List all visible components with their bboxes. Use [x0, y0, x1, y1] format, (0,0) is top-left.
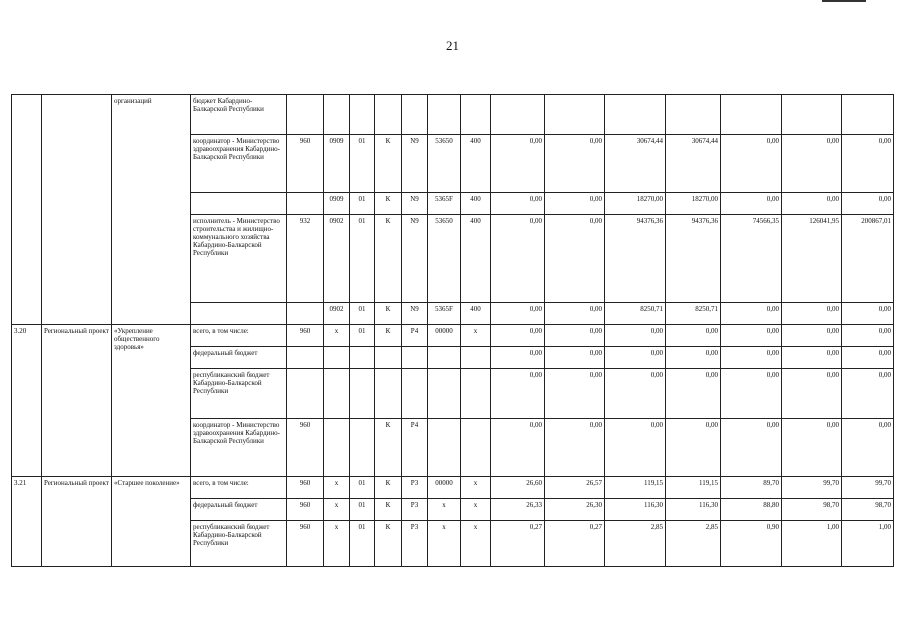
cell-gp: 01 [350, 135, 375, 193]
cell-value: 94376,36 [666, 215, 721, 303]
cell-grbs: 960 [287, 521, 324, 567]
cell-grbs: 960 [287, 477, 324, 499]
cell-grbs [287, 347, 324, 369]
cell-value: 0,00 [666, 369, 721, 419]
cell-rz: 0902 [324, 215, 350, 303]
cell-value: 26,33 [491, 499, 545, 521]
cell-source: всего, в том числе: [191, 477, 287, 499]
cell-value [842, 95, 894, 135]
cell-value: 200867,01 [842, 215, 894, 303]
cell-gp [350, 369, 375, 419]
cell-value: 0,00 [842, 419, 894, 477]
cell-value: 0,00 [545, 419, 605, 477]
cell-value: 0,00 [491, 135, 545, 193]
cell-value: 0,00 [782, 135, 842, 193]
cell-grbs: 960 [287, 499, 324, 521]
cell-grbs: 932 [287, 215, 324, 303]
cell-value [782, 95, 842, 135]
cell-rz: 0909 [324, 193, 350, 215]
cell-rz: 0909 [324, 135, 350, 193]
cell-vr: х [461, 325, 491, 347]
table-row [12, 95, 894, 135]
cell-rz [324, 419, 350, 477]
cell-vr [461, 95, 491, 135]
cell-value: 88,80 [721, 499, 782, 521]
cell-source: республиканский бюджет Кабардино-Балкарской Республики [191, 521, 287, 567]
cell-value: 26,60 [491, 477, 545, 499]
cell-value: 74566,35 [721, 215, 782, 303]
cell-value: 119,15 [666, 477, 721, 499]
cell-value: 26,30 [545, 499, 605, 521]
cell-source: федеральный бюджет [191, 347, 287, 369]
cell-vr: 400 [461, 135, 491, 193]
cell-value: 89,70 [721, 477, 782, 499]
cell-source: исполнитель - Министерство строительства и жилищно-коммунального хозяйства Кабардино-Балкарской Республики [191, 215, 287, 303]
cell-gp: 01 [350, 499, 375, 521]
cell-rz [324, 347, 350, 369]
cell-code [428, 347, 461, 369]
cell-gp: 01 [350, 477, 375, 499]
cell-vr: 400 [461, 303, 491, 325]
cell-value: 1,00 [782, 521, 842, 567]
cell-rz: х [324, 477, 350, 499]
cell-gp [350, 419, 375, 477]
cell-code: 53650 [428, 135, 461, 193]
cell-value: 0,00 [491, 419, 545, 477]
cell-gp: 01 [350, 303, 375, 325]
cell-value: 0,00 [782, 193, 842, 215]
cell-name: организаций [112, 95, 191, 325]
cell-value: 0,00 [842, 135, 894, 193]
cell-value: 0,00 [721, 135, 782, 193]
cell-om: Р3 [402, 499, 428, 521]
cell-type [42, 95, 112, 325]
cell-om: Р3 [402, 477, 428, 499]
cell-pgp: К [375, 135, 402, 193]
cell-value: 0,00 [666, 347, 721, 369]
budget-table [11, 94, 894, 567]
cell-om: N9 [402, 193, 428, 215]
cell-value: 0,00 [605, 369, 666, 419]
cell-number: 3.20 [12, 325, 42, 477]
cell-om: N9 [402, 135, 428, 193]
cell-value: 0,90 [721, 521, 782, 567]
cell-value: 30674,44 [666, 135, 721, 193]
cell-code [428, 419, 461, 477]
cell-grbs: 960 [287, 419, 324, 477]
cell-gp [350, 347, 375, 369]
cell-gp [350, 95, 375, 135]
cell-source [191, 303, 287, 325]
cell-grbs [287, 193, 324, 215]
cell-vr [461, 419, 491, 477]
cell-code: 00000 [428, 477, 461, 499]
cell-value: 0,00 [545, 325, 605, 347]
cell-value: 0,00 [545, 215, 605, 303]
cell-source: всего, в том числе: [191, 325, 287, 347]
cell-pgp: К [375, 325, 402, 347]
cell-gp: 01 [350, 193, 375, 215]
cell-om: N9 [402, 215, 428, 303]
cell-value: 116,30 [605, 499, 666, 521]
cell-value: 0,00 [545, 369, 605, 419]
cell-value: 98,70 [782, 499, 842, 521]
cell-pgp [375, 95, 402, 135]
cell-source: координатор - Министерство здравоохранения Кабардино-Балкарской Республики [191, 419, 287, 477]
cell-type: Региональный проект [42, 325, 112, 477]
cell-om [402, 347, 428, 369]
cell-rz [324, 369, 350, 419]
cell-value: 0,00 [545, 303, 605, 325]
cell-pgp [375, 369, 402, 419]
cell-value: 0,00 [721, 347, 782, 369]
cell-value [666, 95, 721, 135]
cell-value: 0,00 [605, 419, 666, 477]
cell-code [428, 369, 461, 419]
cell-code: 00000 [428, 325, 461, 347]
cell-value: 0,00 [491, 193, 545, 215]
cell-rz: х [324, 499, 350, 521]
cell-value: 0,00 [491, 215, 545, 303]
table-row [12, 325, 894, 347]
cell-number: 3.21 [12, 477, 42, 567]
cell-value: 0,00 [721, 325, 782, 347]
cell-value: 0,00 [491, 325, 545, 347]
cell-value: 0,00 [842, 325, 894, 347]
cell-code: х [428, 499, 461, 521]
cell-code [428, 95, 461, 135]
cell-pgp: К [375, 193, 402, 215]
cell-value: 0,00 [721, 369, 782, 419]
cell-value: 99,70 [842, 477, 894, 499]
page-number: 21 [446, 38, 459, 53]
cell-value: 30674,44 [605, 135, 666, 193]
cell-value: 18270,00 [605, 193, 666, 215]
cell-vr: х [461, 521, 491, 567]
cell-value: 94376,36 [605, 215, 666, 303]
cell-rz: 0902 [324, 303, 350, 325]
table-row [12, 477, 894, 499]
cell-value: 0,27 [491, 521, 545, 567]
cell-value: 0,00 [842, 193, 894, 215]
cell-number [12, 95, 42, 325]
cell-code: 5365F [428, 193, 461, 215]
cell-code: х [428, 521, 461, 567]
cell-value: 0,00 [842, 303, 894, 325]
cell-value [545, 95, 605, 135]
cell-source: бюджет Кабардино-Балкарской Республики [191, 95, 287, 135]
cell-value: 0,00 [605, 347, 666, 369]
cell-value [721, 95, 782, 135]
cell-pgp: К [375, 419, 402, 477]
cell-source [191, 193, 287, 215]
cell-om: Р4 [402, 419, 428, 477]
cell-value: 0,00 [721, 303, 782, 325]
cell-value: 1,00 [842, 521, 894, 567]
cell-value: 98,70 [842, 499, 894, 521]
cell-value: 0,00 [842, 369, 894, 419]
cell-source: федеральный бюджет [191, 499, 287, 521]
cell-pgp: К [375, 521, 402, 567]
cell-value: 0,00 [545, 347, 605, 369]
cell-vr [461, 369, 491, 419]
cell-value: 0,00 [782, 347, 842, 369]
cell-vr [461, 347, 491, 369]
cell-code: 5365F [428, 303, 461, 325]
cell-value: 0,00 [545, 193, 605, 215]
cell-value [605, 95, 666, 135]
cell-gp: 01 [350, 521, 375, 567]
cell-value: 18270,00 [666, 193, 721, 215]
cell-value: 116,30 [666, 499, 721, 521]
cell-source: республиканский бюджет Кабардино-Балкарской Республики [191, 369, 287, 419]
top-edge-mark [822, 0, 866, 2]
cell-value: 0,00 [491, 347, 545, 369]
cell-value: 99,70 [782, 477, 842, 499]
cell-grbs [287, 369, 324, 419]
cell-code: 53650 [428, 215, 461, 303]
cell-vr: х [461, 499, 491, 521]
cell-value: 0,00 [545, 135, 605, 193]
cell-value: 0,00 [666, 419, 721, 477]
cell-value: 2,85 [605, 521, 666, 567]
cell-value: 2,85 [666, 521, 721, 567]
cell-om [402, 95, 428, 135]
cell-pgp: К [375, 303, 402, 325]
cell-value: 8250,71 [605, 303, 666, 325]
cell-om: Р4 [402, 325, 428, 347]
cell-value: 0,00 [842, 347, 894, 369]
cell-value: 0,00 [782, 419, 842, 477]
cell-value: 126041,95 [782, 215, 842, 303]
cell-om: N9 [402, 303, 428, 325]
cell-value: 0,00 [721, 193, 782, 215]
cell-om: Р3 [402, 521, 428, 567]
cell-vr: х [461, 477, 491, 499]
cell-value: 0,00 [491, 303, 545, 325]
cell-pgp [375, 347, 402, 369]
cell-name: «Укрепление общественного здоровья» [112, 325, 191, 477]
cell-grbs: 960 [287, 135, 324, 193]
cell-value: 8250,71 [666, 303, 721, 325]
cell-value: 0,00 [782, 369, 842, 419]
cell-name: «Старшее поколение» [112, 477, 191, 567]
cell-om [402, 369, 428, 419]
cell-grbs [287, 95, 324, 135]
cell-value: 0,00 [666, 325, 721, 347]
cell-pgp: К [375, 499, 402, 521]
cell-value: 0,00 [721, 419, 782, 477]
cell-value: 26,57 [545, 477, 605, 499]
cell-grbs: 960 [287, 325, 324, 347]
cell-grbs [287, 303, 324, 325]
cell-value [491, 95, 545, 135]
cell-value: 0,00 [782, 303, 842, 325]
cell-vr: 400 [461, 193, 491, 215]
cell-value: 0,00 [491, 369, 545, 419]
cell-source: координатор - Министерство здравоохранения Кабардино-Балкарской Республики [191, 135, 287, 193]
cell-rz: х [324, 325, 350, 347]
cell-value: 0,00 [605, 325, 666, 347]
cell-value: 0,00 [782, 325, 842, 347]
cell-vr: 400 [461, 215, 491, 303]
cell-gp: 01 [350, 215, 375, 303]
cell-pgp: К [375, 477, 402, 499]
cell-type: Региональный проект [42, 477, 112, 567]
cell-rz [324, 95, 350, 135]
cell-pgp: К [375, 215, 402, 303]
cell-gp: 01 [350, 325, 375, 347]
cell-value: 119,15 [605, 477, 666, 499]
cell-value: 0,27 [545, 521, 605, 567]
cell-rz: х [324, 521, 350, 567]
